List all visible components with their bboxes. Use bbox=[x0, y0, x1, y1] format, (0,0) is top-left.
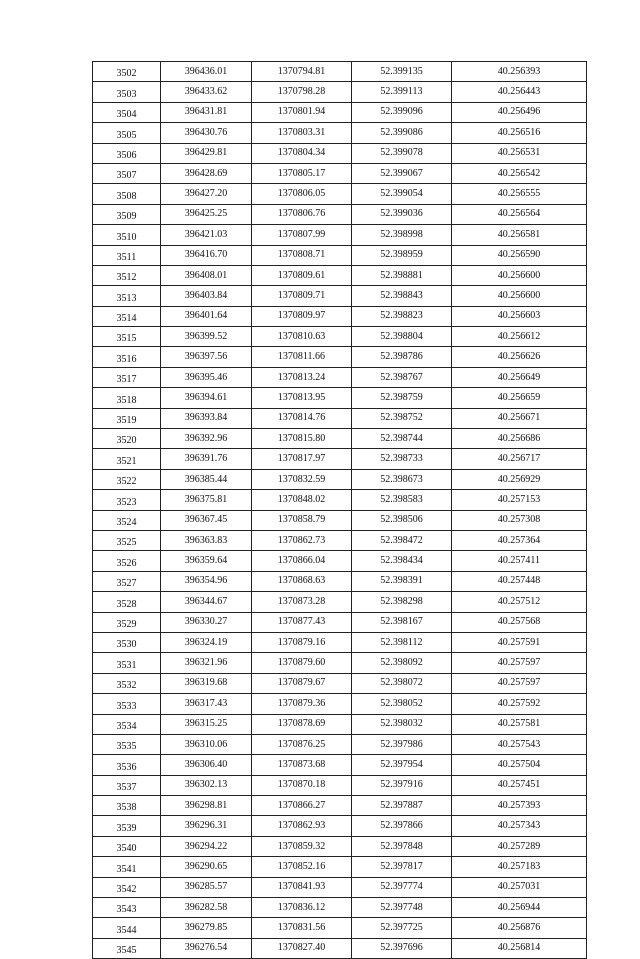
y-coordinate-cell: 1370879.60 bbox=[252, 653, 352, 673]
table-row bbox=[93, 836, 587, 856]
point-number-cell: 3523 bbox=[93, 490, 161, 510]
x-coordinate-cell: 396428.69 bbox=[161, 163, 252, 183]
latitude-cell: 52.397725 bbox=[352, 918, 452, 938]
y-coordinate-cell: 1370803.31 bbox=[252, 123, 352, 143]
point-number-cell: 3507 bbox=[93, 163, 161, 183]
y-coordinate-cell: 1370827.40 bbox=[252, 938, 352, 958]
table-row bbox=[93, 734, 587, 754]
x-coordinate-cell: 396359.64 bbox=[161, 551, 252, 571]
longitude-cell: 40.257031 bbox=[452, 877, 587, 897]
table-row bbox=[93, 592, 587, 612]
y-coordinate-cell: 1370841.93 bbox=[252, 877, 352, 897]
longitude-cell: 40.257153 bbox=[452, 490, 587, 510]
longitude-cell: 40.256555 bbox=[452, 184, 587, 204]
longitude-cell: 40.257512 bbox=[452, 592, 587, 612]
latitude-cell: 52.398583 bbox=[352, 490, 452, 510]
table-row bbox=[93, 714, 587, 734]
y-coordinate-cell: 1370811.66 bbox=[252, 347, 352, 367]
latitude-cell: 52.398434 bbox=[352, 551, 452, 571]
x-coordinate-cell: 396367.45 bbox=[161, 510, 252, 530]
latitude-cell: 52.398998 bbox=[352, 225, 452, 245]
x-coordinate-cell: 396401.64 bbox=[161, 306, 252, 326]
point-number-cell: 3540 bbox=[93, 836, 161, 856]
x-coordinate-cell: 396315.25 bbox=[161, 714, 252, 734]
y-coordinate-cell: 1370806.05 bbox=[252, 184, 352, 204]
y-coordinate-cell: 1370859.32 bbox=[252, 836, 352, 856]
longitude-cell: 40.256686 bbox=[452, 429, 587, 449]
longitude-cell: 40.257308 bbox=[452, 510, 587, 530]
point-number-cell: 3531 bbox=[93, 653, 161, 673]
latitude-cell: 52.397916 bbox=[352, 775, 452, 795]
table-row bbox=[93, 755, 587, 775]
y-coordinate-cell: 1370862.73 bbox=[252, 530, 352, 550]
y-coordinate-cell: 1370813.24 bbox=[252, 367, 352, 387]
latitude-cell: 52.397748 bbox=[352, 898, 452, 918]
table-row bbox=[93, 857, 587, 877]
longitude-cell: 40.257568 bbox=[452, 612, 587, 632]
point-number-cell: 3511 bbox=[93, 245, 161, 265]
table-row bbox=[93, 571, 587, 591]
longitude-cell: 40.256600 bbox=[452, 286, 587, 306]
latitude-cell: 52.397986 bbox=[352, 734, 452, 754]
y-coordinate-cell: 1370809.71 bbox=[252, 286, 352, 306]
point-number-cell: 3532 bbox=[93, 673, 161, 693]
table-row bbox=[93, 551, 587, 571]
table-row bbox=[93, 286, 587, 306]
x-coordinate-cell: 396324.19 bbox=[161, 632, 252, 652]
latitude-cell: 52.398843 bbox=[352, 286, 452, 306]
latitude-cell: 52.398506 bbox=[352, 510, 452, 530]
latitude-cell: 52.398052 bbox=[352, 694, 452, 714]
table-row bbox=[93, 163, 587, 183]
x-coordinate-cell: 396385.44 bbox=[161, 469, 252, 489]
longitude-cell: 40.256516 bbox=[452, 123, 587, 143]
longitude-cell: 40.256603 bbox=[452, 306, 587, 326]
y-coordinate-cell: 1370879.36 bbox=[252, 694, 352, 714]
x-coordinate-cell: 396430.76 bbox=[161, 123, 252, 143]
longitude-cell: 40.257451 bbox=[452, 775, 587, 795]
point-number-cell: 3543 bbox=[93, 898, 161, 918]
latitude-cell: 52.398744 bbox=[352, 429, 452, 449]
point-number-cell: 3544 bbox=[93, 918, 161, 938]
latitude-cell: 52.398786 bbox=[352, 347, 452, 367]
point-number-cell: 3539 bbox=[93, 816, 161, 836]
latitude-cell: 52.397887 bbox=[352, 796, 452, 816]
longitude-cell: 40.257591 bbox=[452, 632, 587, 652]
point-number-cell: 3521 bbox=[93, 449, 161, 469]
x-coordinate-cell: 396427.20 bbox=[161, 184, 252, 204]
longitude-cell: 40.256814 bbox=[452, 938, 587, 958]
y-coordinate-cell: 1370858.79 bbox=[252, 510, 352, 530]
point-number-cell: 3536 bbox=[93, 755, 161, 775]
point-number-cell: 3510 bbox=[93, 225, 161, 245]
point-number-cell: 3504 bbox=[93, 102, 161, 122]
x-coordinate-cell: 396375.81 bbox=[161, 490, 252, 510]
x-coordinate-cell: 396319.68 bbox=[161, 673, 252, 693]
latitude-cell: 52.397774 bbox=[352, 877, 452, 897]
longitude-cell: 40.257543 bbox=[452, 734, 587, 754]
point-number-cell: 3514 bbox=[93, 306, 161, 326]
longitude-cell: 40.257183 bbox=[452, 857, 587, 877]
point-number-cell: 3535 bbox=[93, 734, 161, 754]
latitude-cell: 52.398472 bbox=[352, 530, 452, 550]
point-number-cell: 3545 bbox=[93, 938, 161, 958]
y-coordinate-cell: 1370848.02 bbox=[252, 490, 352, 510]
longitude-cell: 40.256542 bbox=[452, 163, 587, 183]
point-number-cell: 3533 bbox=[93, 694, 161, 714]
x-coordinate-cell: 396431.81 bbox=[161, 102, 252, 122]
y-coordinate-cell: 1370876.25 bbox=[252, 734, 352, 754]
longitude-cell: 40.256590 bbox=[452, 245, 587, 265]
y-coordinate-cell: 1370809.61 bbox=[252, 265, 352, 285]
x-coordinate-cell: 396392.96 bbox=[161, 429, 252, 449]
longitude-cell: 40.256876 bbox=[452, 918, 587, 938]
point-number-cell: 3505 bbox=[93, 123, 161, 143]
x-coordinate-cell: 396363.83 bbox=[161, 530, 252, 550]
y-coordinate-cell: 1370879.67 bbox=[252, 673, 352, 693]
table-row bbox=[93, 816, 587, 836]
latitude-cell: 52.399078 bbox=[352, 143, 452, 163]
y-coordinate-cell: 1370873.68 bbox=[252, 755, 352, 775]
longitude-cell: 40.257592 bbox=[452, 694, 587, 714]
latitude-cell: 52.398733 bbox=[352, 449, 452, 469]
table-row bbox=[93, 775, 587, 795]
y-coordinate-cell: 1370879.16 bbox=[252, 632, 352, 652]
longitude-cell: 40.257448 bbox=[452, 571, 587, 591]
longitude-cell: 40.256443 bbox=[452, 82, 587, 102]
latitude-cell: 52.397954 bbox=[352, 755, 452, 775]
y-coordinate-cell: 1370866.27 bbox=[252, 796, 352, 816]
table-row bbox=[93, 938, 587, 958]
table-row bbox=[93, 918, 587, 938]
table-row bbox=[93, 510, 587, 530]
x-coordinate-cell: 396395.46 bbox=[161, 367, 252, 387]
table-row bbox=[93, 265, 587, 285]
table-row bbox=[93, 143, 587, 163]
y-coordinate-cell: 1370852.16 bbox=[252, 857, 352, 877]
point-number-cell: 3534 bbox=[93, 714, 161, 734]
longitude-cell: 40.256649 bbox=[452, 367, 587, 387]
latitude-cell: 52.399096 bbox=[352, 102, 452, 122]
x-coordinate-cell: 396393.84 bbox=[161, 408, 252, 428]
table-row bbox=[93, 204, 587, 224]
table-row bbox=[93, 347, 587, 367]
latitude-cell: 52.398167 bbox=[352, 612, 452, 632]
latitude-cell: 52.399067 bbox=[352, 163, 452, 183]
y-coordinate-cell: 1370794.81 bbox=[252, 62, 352, 82]
latitude-cell: 52.398673 bbox=[352, 469, 452, 489]
y-coordinate-cell: 1370878.69 bbox=[252, 714, 352, 734]
y-coordinate-cell: 1370805.17 bbox=[252, 163, 352, 183]
point-number-cell: 3503 bbox=[93, 82, 161, 102]
x-coordinate-cell: 396394.61 bbox=[161, 388, 252, 408]
point-number-cell: 3524 bbox=[93, 510, 161, 530]
longitude-cell: 40.256626 bbox=[452, 347, 587, 367]
latitude-cell: 52.398804 bbox=[352, 327, 452, 347]
point-number-cell: 3517 bbox=[93, 367, 161, 387]
y-coordinate-cell: 1370814.76 bbox=[252, 408, 352, 428]
y-coordinate-cell: 1370804.34 bbox=[252, 143, 352, 163]
point-number-cell: 3538 bbox=[93, 796, 161, 816]
y-coordinate-cell: 1370810.63 bbox=[252, 327, 352, 347]
table-row bbox=[93, 429, 587, 449]
table-row bbox=[93, 694, 587, 714]
table-row bbox=[93, 102, 587, 122]
y-coordinate-cell: 1370809.97 bbox=[252, 306, 352, 326]
point-number-cell: 3520 bbox=[93, 429, 161, 449]
x-coordinate-cell: 396421.03 bbox=[161, 225, 252, 245]
x-coordinate-cell: 396321.96 bbox=[161, 653, 252, 673]
point-number-cell: 3527 bbox=[93, 571, 161, 591]
x-coordinate-cell: 396330.27 bbox=[161, 612, 252, 632]
x-coordinate-cell: 396354.96 bbox=[161, 571, 252, 591]
latitude-cell: 52.398752 bbox=[352, 408, 452, 428]
y-coordinate-cell: 1370817.97 bbox=[252, 449, 352, 469]
y-coordinate-cell: 1370832.59 bbox=[252, 469, 352, 489]
y-coordinate-cell: 1370815.80 bbox=[252, 429, 352, 449]
latitude-cell: 52.399054 bbox=[352, 184, 452, 204]
latitude-cell: 52.398072 bbox=[352, 673, 452, 693]
x-coordinate-cell: 396344.67 bbox=[161, 592, 252, 612]
latitude-cell: 52.398391 bbox=[352, 571, 452, 591]
table-row bbox=[93, 796, 587, 816]
table-row bbox=[93, 327, 587, 347]
point-number-cell: 3513 bbox=[93, 286, 161, 306]
longitude-cell: 40.257393 bbox=[452, 796, 587, 816]
point-number-cell: 3522 bbox=[93, 469, 161, 489]
point-number-cell: 3525 bbox=[93, 530, 161, 550]
latitude-cell: 52.398759 bbox=[352, 388, 452, 408]
x-coordinate-cell: 396416.70 bbox=[161, 245, 252, 265]
table-row bbox=[93, 877, 587, 897]
point-number-cell: 3516 bbox=[93, 347, 161, 367]
point-number-cell: 3526 bbox=[93, 551, 161, 571]
latitude-cell: 52.398881 bbox=[352, 265, 452, 285]
longitude-cell: 40.256671 bbox=[452, 408, 587, 428]
longitude-cell: 40.256612 bbox=[452, 327, 587, 347]
table-row bbox=[93, 388, 587, 408]
x-coordinate-cell: 396436.01 bbox=[161, 62, 252, 82]
x-coordinate-cell: 396408.01 bbox=[161, 265, 252, 285]
x-coordinate-cell: 396399.52 bbox=[161, 327, 252, 347]
point-number-cell: 3528 bbox=[93, 592, 161, 612]
point-number-cell: 3518 bbox=[93, 388, 161, 408]
y-coordinate-cell: 1370807.99 bbox=[252, 225, 352, 245]
longitude-cell: 40.257411 bbox=[452, 551, 587, 571]
latitude-cell: 52.399036 bbox=[352, 204, 452, 224]
latitude-cell: 52.397866 bbox=[352, 816, 452, 836]
table-row bbox=[93, 306, 587, 326]
table-row bbox=[93, 653, 587, 673]
table-row bbox=[93, 82, 587, 102]
point-number-cell: 3509 bbox=[93, 204, 161, 224]
table-row bbox=[93, 184, 587, 204]
x-coordinate-cell: 396294.22 bbox=[161, 836, 252, 856]
latitude-cell: 52.398959 bbox=[352, 245, 452, 265]
table-row bbox=[93, 225, 587, 245]
point-number-cell: 3519 bbox=[93, 408, 161, 428]
table-row bbox=[93, 632, 587, 652]
y-coordinate-cell: 1370836.12 bbox=[252, 898, 352, 918]
y-coordinate-cell: 1370806.76 bbox=[252, 204, 352, 224]
coordinates-table-body bbox=[93, 62, 587, 959]
table-row bbox=[93, 245, 587, 265]
latitude-cell: 52.399086 bbox=[352, 123, 452, 143]
table-row bbox=[93, 898, 587, 918]
longitude-cell: 40.257364 bbox=[452, 530, 587, 550]
y-coordinate-cell: 1370877.43 bbox=[252, 612, 352, 632]
table-row bbox=[93, 123, 587, 143]
y-coordinate-cell: 1370870.18 bbox=[252, 775, 352, 795]
latitude-cell: 52.397696 bbox=[352, 938, 452, 958]
x-coordinate-cell: 396403.84 bbox=[161, 286, 252, 306]
x-coordinate-cell: 396433.62 bbox=[161, 82, 252, 102]
longitude-cell: 40.256929 bbox=[452, 469, 587, 489]
y-coordinate-cell: 1370798.28 bbox=[252, 82, 352, 102]
x-coordinate-cell: 396276.54 bbox=[161, 938, 252, 958]
longitude-cell: 40.257504 bbox=[452, 755, 587, 775]
longitude-cell: 40.256944 bbox=[452, 898, 587, 918]
point-number-cell: 3515 bbox=[93, 327, 161, 347]
longitude-cell: 40.256531 bbox=[452, 143, 587, 163]
point-number-cell: 3530 bbox=[93, 632, 161, 652]
y-coordinate-cell: 1370873.28 bbox=[252, 592, 352, 612]
point-number-cell: 3508 bbox=[93, 184, 161, 204]
longitude-cell: 40.256659 bbox=[452, 388, 587, 408]
longitude-cell: 40.256717 bbox=[452, 449, 587, 469]
latitude-cell: 52.398823 bbox=[352, 306, 452, 326]
longitude-cell: 40.257289 bbox=[452, 836, 587, 856]
latitude-cell: 52.398298 bbox=[352, 592, 452, 612]
y-coordinate-cell: 1370862.93 bbox=[252, 816, 352, 836]
point-number-cell: 3537 bbox=[93, 775, 161, 795]
x-coordinate-cell: 396306.40 bbox=[161, 755, 252, 775]
latitude-cell: 52.398767 bbox=[352, 367, 452, 387]
longitude-cell: 40.257597 bbox=[452, 653, 587, 673]
x-coordinate-cell: 396285.57 bbox=[161, 877, 252, 897]
table-row bbox=[93, 408, 587, 428]
point-number-cell: 3541 bbox=[93, 857, 161, 877]
x-coordinate-cell: 396397.56 bbox=[161, 347, 252, 367]
point-number-cell: 3542 bbox=[93, 877, 161, 897]
longitude-cell: 40.257597 bbox=[452, 673, 587, 693]
longitude-cell: 40.256496 bbox=[452, 102, 587, 122]
x-coordinate-cell: 396290.65 bbox=[161, 857, 252, 877]
x-coordinate-cell: 396429.81 bbox=[161, 143, 252, 163]
coordinates-table bbox=[92, 61, 587, 959]
point-number-cell: 3529 bbox=[93, 612, 161, 632]
x-coordinate-cell: 396302.13 bbox=[161, 775, 252, 795]
x-coordinate-cell: 396298.81 bbox=[161, 796, 252, 816]
y-coordinate-cell: 1370831.56 bbox=[252, 918, 352, 938]
table-row bbox=[93, 449, 587, 469]
longitude-cell: 40.257581 bbox=[452, 714, 587, 734]
longitude-cell: 40.256393 bbox=[452, 62, 587, 82]
latitude-cell: 52.398032 bbox=[352, 714, 452, 734]
latitude-cell: 52.397848 bbox=[352, 836, 452, 856]
x-coordinate-cell: 396279.85 bbox=[161, 918, 252, 938]
x-coordinate-cell: 396425.25 bbox=[161, 204, 252, 224]
x-coordinate-cell: 396391.76 bbox=[161, 449, 252, 469]
point-number-cell: 3502 bbox=[93, 62, 161, 82]
longitude-cell: 40.256600 bbox=[452, 265, 587, 285]
latitude-cell: 52.397817 bbox=[352, 857, 452, 877]
longitude-cell: 40.257343 bbox=[452, 816, 587, 836]
x-coordinate-cell: 396282.58 bbox=[161, 898, 252, 918]
latitude-cell: 52.398112 bbox=[352, 632, 452, 652]
table-row bbox=[93, 530, 587, 550]
y-coordinate-cell: 1370808.71 bbox=[252, 245, 352, 265]
table-row bbox=[93, 490, 587, 510]
point-number-cell: 3506 bbox=[93, 143, 161, 163]
table-row bbox=[93, 367, 587, 387]
x-coordinate-cell: 396317.43 bbox=[161, 694, 252, 714]
table-row bbox=[93, 673, 587, 693]
longitude-cell: 40.256564 bbox=[452, 204, 587, 224]
latitude-cell: 52.399113 bbox=[352, 82, 452, 102]
y-coordinate-cell: 1370866.04 bbox=[252, 551, 352, 571]
latitude-cell: 52.399135 bbox=[352, 62, 452, 82]
table-row bbox=[93, 469, 587, 489]
table-row bbox=[93, 612, 587, 632]
table-row bbox=[93, 62, 587, 82]
x-coordinate-cell: 396296.31 bbox=[161, 816, 252, 836]
y-coordinate-cell: 1370868.63 bbox=[252, 571, 352, 591]
y-coordinate-cell: 1370813.95 bbox=[252, 388, 352, 408]
y-coordinate-cell: 1370801.94 bbox=[252, 102, 352, 122]
x-coordinate-cell: 396310.06 bbox=[161, 734, 252, 754]
point-number-cell: 3512 bbox=[93, 265, 161, 285]
latitude-cell: 52.398092 bbox=[352, 653, 452, 673]
longitude-cell: 40.256581 bbox=[452, 225, 587, 245]
